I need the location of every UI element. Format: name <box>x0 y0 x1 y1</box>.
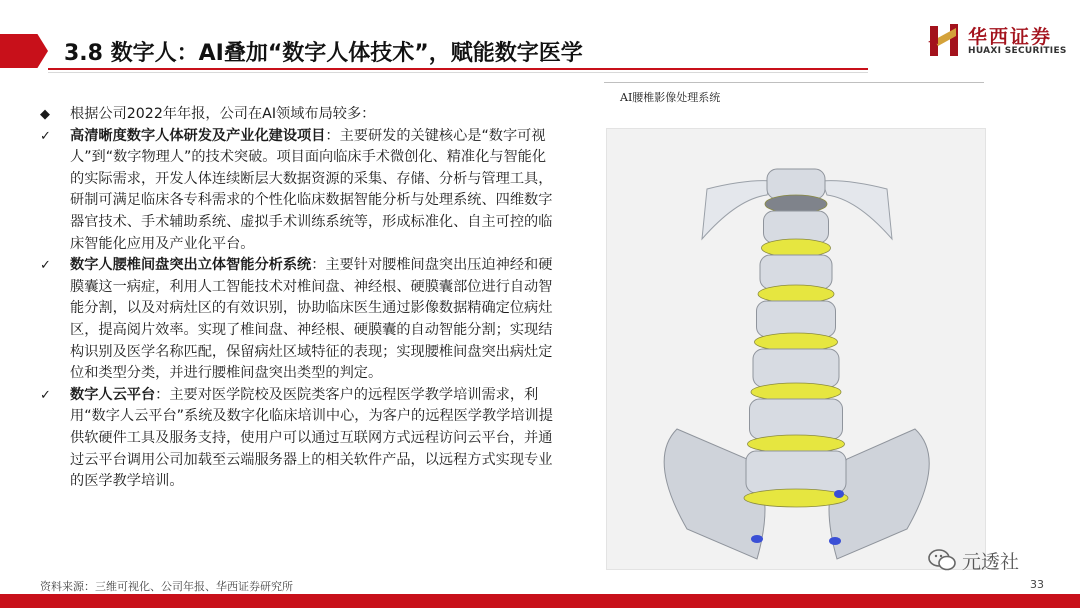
logo-name-cn: 华西证券 <box>968 26 1053 48</box>
list-item <box>40 126 560 256</box>
body-text <box>40 104 560 493</box>
title-bar <box>0 28 960 72</box>
checkmark-icon: ✓ <box>40 258 51 274</box>
list-item <box>40 385 560 493</box>
checkmark-icon: ✓ <box>40 128 51 144</box>
item-text: ：主要研发的关键核心是“数字可视人”到“数字物理人”的技术突破。项目面向临床手术微创化、精准化与智能化的实际需求，开发人体连续断层大数据资源的采集、存储、分析与管理工具，研制可满足临床各专科需求的个性化临床数据智能分析与处理系统、四维数字器官技术、手术辅助系统、虚拟手术训练系统等，形成标准化、自主可控的临床智能化应用及产业化平台。 <box>70 127 553 252</box>
watermark-text: 元透社 <box>962 550 1020 573</box>
wechat-icon <box>928 548 956 572</box>
source-note: 资料来源：三维可视化、公司年报、华西证券研究所 <box>40 580 293 593</box>
list-item <box>40 255 560 385</box>
title-red-arrow <box>0 34 48 68</box>
footer-bar <box>0 594 1080 608</box>
huaxi-logo <box>928 20 1068 60</box>
item-text: ：主要对医学院校及医院类客户的远程医学教学培训需求，利用“数字人云平台”系统及数字化临床培训中心，为客户的远程医学教学培训提供软硬件工具及服务支持，使用户可以通过互联网方式远程访问云平台，并通过云平台调用公司加载至云端服务器上的相关软件产品，以远程方式实现专业的医学教学培训。 <box>70 386 553 490</box>
image-caption: AI腰椎影像处理系统 <box>604 82 984 106</box>
lumbar-spine-illustration <box>607 129 985 569</box>
logo-name-en: HUAXI SECURITIES <box>968 46 1067 56</box>
checkmark-icon: ✓ <box>40 387 51 403</box>
title-underline <box>48 68 868 70</box>
intro-paragraph <box>40 104 560 126</box>
page-number: 33 <box>1030 578 1044 591</box>
title-underline-grey <box>48 72 868 73</box>
watermark <box>928 545 1019 575</box>
item-heading: 数字人腰椎间盘突出立体智能分析系统 <box>70 257 312 274</box>
item-text: ：主要针对腰椎间盘突出压迫神经和硬膜囊这一病症，利用人工智能技术对椎间盘、神经根、硬膜囊部位进行自动智能分割，以及对病灶区的有效识别，协助临床医生通过影像数据精确定位病灶区，提高阅片效率。实现了椎间盘、神经根、硬膜囊的自动智能分割；实现结构识别及医学名称匹配，保留病灶区域特征的表现；实现腰椎间盘突出病灶定位和类型分类，并进行腰椎间盘突出类型的判定。 <box>70 257 553 382</box>
intro-text: 根据公司2022年年报，公司在AI领域布局较多： <box>70 106 376 122</box>
item-heading: 数字人云平台 <box>70 386 156 403</box>
huaxi-logo-icon <box>928 22 962 58</box>
page-title: 3.8 数字人：AI叠加“数字人体技术”，赋能数字医学 <box>64 41 583 66</box>
diamond-bullet-icon: ◆ <box>40 107 50 122</box>
spine-image <box>606 128 986 570</box>
item-heading: 高清晰度数字人体研发及产业化建设项目 <box>70 127 326 144</box>
